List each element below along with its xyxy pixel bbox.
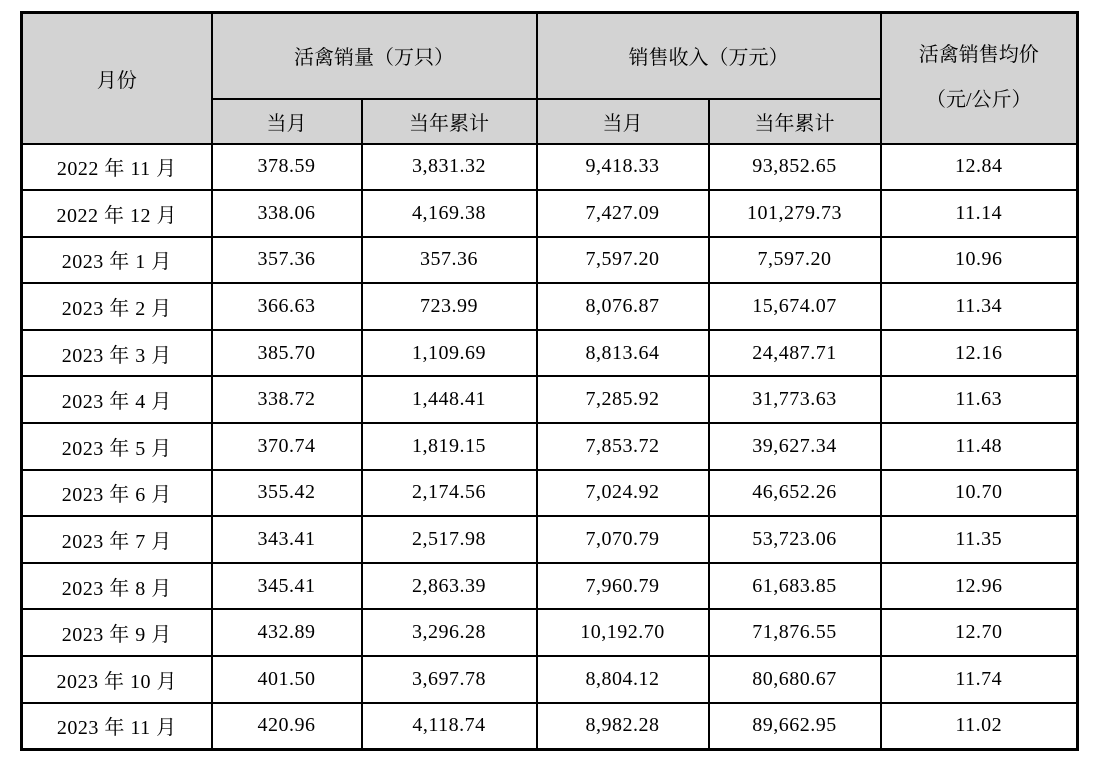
month-cell: 2023 年 2 月 <box>22 283 212 330</box>
month-cell: 2022 年 11 月 <box>22 144 212 191</box>
volume-ytd-cell: 3,831.32 <box>362 144 537 191</box>
revenue-current-cell: 8,804.12 <box>537 656 709 703</box>
month-cell: 2023 年 11 月 <box>22 703 212 750</box>
subheader-revenue-current-month: 当月 <box>537 99 709 144</box>
volume-ytd-cell: 1,448.41 <box>362 376 537 423</box>
revenue-ytd-cell: 93,852.65 <box>709 144 881 191</box>
volume-current-cell: 355.42 <box>212 470 362 517</box>
revenue-ytd-cell: 7,597.20 <box>709 237 881 284</box>
average-price-cell: 11.34 <box>881 283 1078 330</box>
revenue-ytd-cell: 39,627.34 <box>709 423 881 470</box>
revenue-current-cell: 7,960.79 <box>537 563 709 610</box>
average-price-cell: 11.35 <box>881 516 1078 563</box>
average-price-cell: 11.48 <box>881 423 1078 470</box>
revenue-ytd-cell: 71,876.55 <box>709 609 881 656</box>
revenue-ytd-cell: 31,773.63 <box>709 376 881 423</box>
table-row <box>22 330 1078 377</box>
revenue-current-cell: 9,418.33 <box>537 144 709 191</box>
revenue-ytd-cell: 80,680.67 <box>709 656 881 703</box>
column-group-revenue: 销售收入（万元） <box>537 13 881 99</box>
table-row <box>22 283 1078 330</box>
monthly-poultry-sales-table <box>20 11 1079 751</box>
revenue-ytd-cell: 89,662.95 <box>709 703 881 750</box>
subheader-revenue-ytd: 当年累计 <box>709 99 881 144</box>
header-row-top <box>22 13 1078 99</box>
table-row <box>22 656 1078 703</box>
volume-current-cell: 401.50 <box>212 656 362 703</box>
revenue-current-cell: 8,813.64 <box>537 330 709 377</box>
revenue-ytd-cell: 61,683.85 <box>709 563 881 610</box>
revenue-current-cell: 7,024.92 <box>537 470 709 517</box>
volume-current-cell: 357.36 <box>212 237 362 284</box>
revenue-ytd-cell: 101,279.73 <box>709 190 881 237</box>
volume-ytd-cell: 2,863.39 <box>362 563 537 610</box>
volume-current-cell: 343.41 <box>212 516 362 563</box>
column-header-average-price <box>881 13 1078 144</box>
month-cell: 2022 年 12 月 <box>22 190 212 237</box>
average-price-cell: 11.02 <box>881 703 1078 750</box>
month-cell: 2023 年 5 月 <box>22 423 212 470</box>
average-price-cell: 12.70 <box>881 609 1078 656</box>
volume-ytd-cell: 4,118.74 <box>362 703 537 750</box>
table-row <box>22 470 1078 517</box>
average-price-cell: 12.96 <box>881 563 1078 610</box>
subheader-volume-ytd: 当年累计 <box>362 99 537 144</box>
revenue-current-cell: 7,285.92 <box>537 376 709 423</box>
average-price-cell: 12.84 <box>881 144 1078 191</box>
table-row <box>22 516 1078 563</box>
revenue-current-cell: 7,070.79 <box>537 516 709 563</box>
month-cell: 2023 年 6 月 <box>22 470 212 517</box>
average-price-cell: 10.70 <box>881 470 1078 517</box>
table-row <box>22 609 1078 656</box>
table-header <box>22 13 1078 144</box>
volume-ytd-cell: 3,296.28 <box>362 609 537 656</box>
volume-current-cell: 338.72 <box>212 376 362 423</box>
revenue-ytd-cell: 24,487.71 <box>709 330 881 377</box>
revenue-current-cell: 7,597.20 <box>537 237 709 284</box>
volume-ytd-cell: 2,517.98 <box>362 516 537 563</box>
average-price-label-line2: （元/公斤） <box>925 89 1032 112</box>
volume-ytd-cell: 2,174.56 <box>362 470 537 517</box>
average-price-cell: 10.96 <box>881 237 1078 284</box>
volume-current-cell: 378.59 <box>212 144 362 191</box>
table-row <box>22 703 1078 750</box>
volume-ytd-cell: 723.99 <box>362 283 537 330</box>
volume-ytd-cell: 4,169.38 <box>362 190 537 237</box>
revenue-current-cell: 7,853.72 <box>537 423 709 470</box>
table-row <box>22 190 1078 237</box>
volume-current-cell: 338.06 <box>212 190 362 237</box>
volume-ytd-cell: 1,109.69 <box>362 330 537 377</box>
table-row <box>22 423 1078 470</box>
average-price-label-line1: 活禽销售均价 <box>918 44 1039 67</box>
average-price-cell: 11.74 <box>881 656 1078 703</box>
revenue-current-cell: 7,427.09 <box>537 190 709 237</box>
average-price-cell: 11.63 <box>881 376 1078 423</box>
revenue-current-cell: 8,982.28 <box>537 703 709 750</box>
month-cell: 2023 年 10 月 <box>22 656 212 703</box>
volume-current-cell: 345.41 <box>212 563 362 610</box>
table-row <box>22 237 1078 284</box>
volume-current-cell: 366.63 <box>212 283 362 330</box>
volume-current-cell: 420.96 <box>212 703 362 750</box>
volume-current-cell: 432.89 <box>212 609 362 656</box>
table-body <box>22 144 1078 750</box>
table-row <box>22 563 1078 610</box>
month-cell: 2023 年 3 月 <box>22 330 212 377</box>
revenue-ytd-cell: 15,674.07 <box>709 283 881 330</box>
month-cell: 2023 年 7 月 <box>22 516 212 563</box>
average-price-cell: 12.16 <box>881 330 1078 377</box>
column-group-volume: 活禽销量（万只） <box>212 13 537 99</box>
month-cell: 2023 年 8 月 <box>22 563 212 610</box>
volume-ytd-cell: 357.36 <box>362 237 537 284</box>
volume-ytd-cell: 1,819.15 <box>362 423 537 470</box>
subheader-volume-current-month: 当月 <box>212 99 362 144</box>
revenue-current-cell: 8,076.87 <box>537 283 709 330</box>
table-row <box>22 144 1078 191</box>
volume-current-cell: 370.74 <box>212 423 362 470</box>
average-price-cell: 11.14 <box>881 190 1078 237</box>
column-header-month: 月份 <box>22 13 212 144</box>
revenue-current-cell: 10,192.70 <box>537 609 709 656</box>
month-cell: 2023 年 4 月 <box>22 376 212 423</box>
month-cell: 2023 年 1 月 <box>22 237 212 284</box>
volume-ytd-cell: 3,697.78 <box>362 656 537 703</box>
month-cell: 2023 年 9 月 <box>22 609 212 656</box>
table-row <box>22 376 1078 423</box>
volume-current-cell: 385.70 <box>212 330 362 377</box>
revenue-ytd-cell: 46,652.26 <box>709 470 881 517</box>
revenue-ytd-cell: 53,723.06 <box>709 516 881 563</box>
